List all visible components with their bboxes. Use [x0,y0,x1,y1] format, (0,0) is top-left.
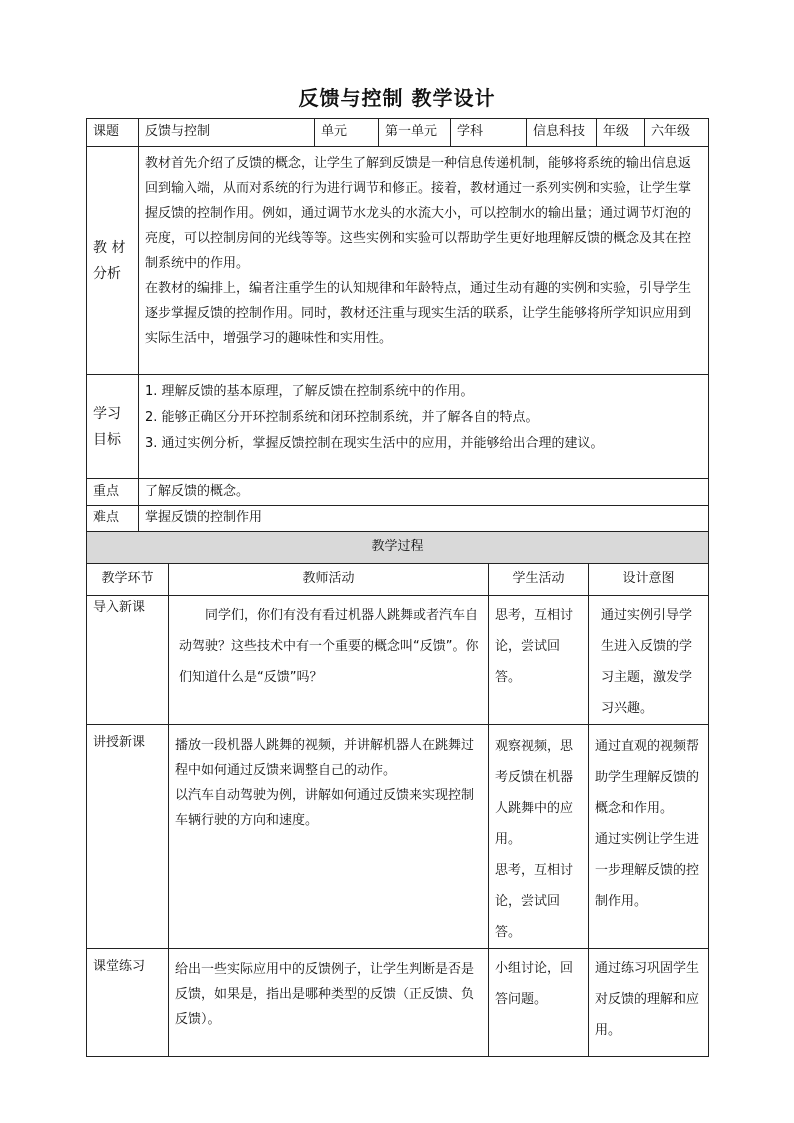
student-activity-paragraph: 观察视频，思考反馈在机器人跳舞中的应用。 [495,739,574,847]
difficulty-value: 掌握反馈的控制作用 [139,506,709,532]
column-header-teacher: 教师活动 [169,564,489,596]
teacher-activity: 同学们，你们有没有看过机器人跳舞或者汽车自动驾驶？这些技术中有一个重要的概念叫“反馈”。你们知道什么是“反馈”吗？ [169,596,489,725]
grade-value: 六年级 [645,119,709,147]
subject-value: 信息科技 [527,119,597,147]
unit-label: 单元 [315,119,379,147]
teacher-activity-paragraph: 播放一段机器人跳舞的视频，并讲解机器人在跳舞过程中如何通过反馈来调整自己的动作。 [175,738,475,778]
key-point-value: 了解反馈的概念。 [139,479,709,506]
process-header: 教学过程 [87,532,709,564]
design-intent-paragraph: 通过实例让学生进一步理解反馈的控制作用。 [595,832,700,909]
goal-item: 2. 能够正确区分开环控制系统和闭环控制系统，并了解各自的特点。 [145,410,539,425]
difficulty-label: 难点 [87,506,139,532]
goals-label: 学习 目标 [87,375,139,479]
subject-label: 学科 [451,119,527,147]
teaching-process-table [86,531,709,1057]
topic-label: 课题 [87,119,139,147]
document-title: 反馈与控制 教学设计 [298,86,496,110]
analysis-content [139,147,709,375]
student-activity [489,725,589,949]
table-row [87,596,709,725]
lesson-info-table [86,118,709,532]
stage-cell: 课堂练习 [87,949,169,1057]
design-intent: 通过练习巩固学生对反馈的理解和应用。 [589,949,709,1057]
analysis-paragraph-1: 教材首先介绍了反馈的概念，让学生了解到反馈是一种信息传递机制，能够将系统的输出信息返回到输入端，从而对系统的行为进行调节和修正。接着，教材通过一系列实例和实验，让学生掌握反馈的控制作用。例如，通过调节水龙头的水流大小，可以控制水的输出量；通过调节灯泡的亮度，可以控制房间的光线等等。这些实例和实验可以帮助学生更好地理解反馈的概念及其在控制系统中的作用。 [145,156,692,271]
design-intent: 通过实例引导学生进入反馈的学习主题，激发学习兴趣。 [589,596,709,725]
teacher-activity: 给出一些实际应用中的反馈例子，让学生判断是否是反馈，如果是，指出是哪种类型的反馈（正反馈、负反馈）。 [169,949,489,1057]
stage-cell: 导入新课 [87,596,169,725]
analysis-label: 教 材 分析 [87,147,139,375]
design-intent-paragraph: 通过直观的视频帮助学生理解反馈的概念和作用。 [595,739,700,816]
table-row [87,725,709,949]
topic-value: 反馈与控制 [139,119,315,147]
column-header-stage: 教学环节 [87,564,169,596]
goal-item: 1. 理解反馈的基本原理，了解反馈在控制系统中的作用。 [145,384,474,399]
teacher-activity-paragraph: 以汽车自动驾驶为例，讲解如何通过反馈来实现控制车辆行驶的方向和速度。 [175,788,475,828]
unit-value: 第一单元 [379,119,451,147]
table-row [87,949,709,1057]
teacher-activity [169,725,489,949]
grade-label: 年级 [597,119,645,147]
goal-item: 3. 通过实例分析，掌握反馈控制在现实生活中的应用，并能够给出合理的建议。 [145,436,604,451]
column-header-student: 学生活动 [489,564,589,596]
student-activity: 小组讨论，回答问题。 [489,949,589,1057]
stage-cell: 讲授新课 [87,725,169,949]
design-intent [589,725,709,949]
student-activity-paragraph: 思考，互相讨论，尝试回答。 [495,863,574,940]
goals-content [139,375,709,479]
column-header-intent: 设计意图 [589,564,709,596]
student-activity: 思考，互相讨论，尝试回答。 [489,596,589,725]
analysis-paragraph-2: 在教材的编排上，编者注重学生的认知规律和年龄特点，通过生动有趣的实例和实验，引导学生逐步掌握反馈的控制作用。同时，教材还注重与现实生活的联系，让学生能够将所学知识应用到实际生活中，增强学习的趣味性和实用性。 [145,281,692,346]
key-point-label: 重点 [87,479,139,506]
